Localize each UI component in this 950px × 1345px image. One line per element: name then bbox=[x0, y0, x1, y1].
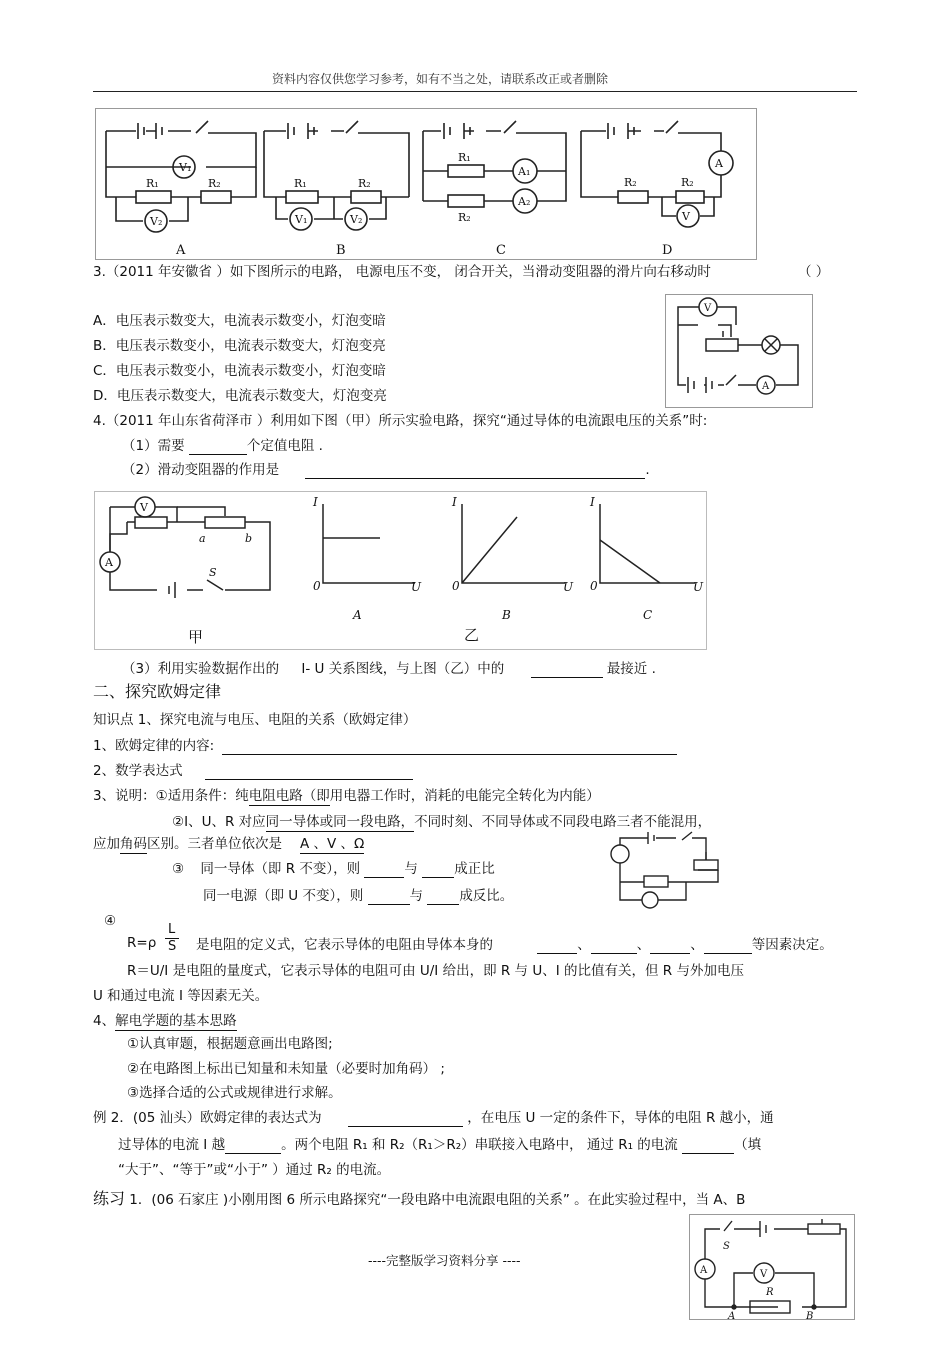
s2-line7 bbox=[203, 887, 513, 905]
top-b-r1-label: R₁ bbox=[294, 177, 307, 190]
s2-line7-c: 成反比。 bbox=[459, 888, 514, 904]
q3-option-b: B．电压表示数变小，电流表示数变大，灯泡变亮 bbox=[93, 338, 386, 354]
q4-figure bbox=[94, 491, 707, 650]
q4-stem: 4.（2011 年山东省荷泽市 ）利用如下图（甲）所示实验电路，探究“通过导体的电流跟电压的关系”时: bbox=[93, 413, 708, 429]
practice-fig-r: R bbox=[766, 1287, 774, 1298]
s2-line5-u: 角码 bbox=[120, 836, 147, 852]
caption-jia: 甲 bbox=[188, 628, 204, 646]
s2-line8-blank2[interactable] bbox=[591, 939, 637, 954]
q4-sub3-c: 最接近 . bbox=[606, 661, 656, 677]
q3-paren: （ ） bbox=[798, 264, 830, 280]
s2-frac-s: S bbox=[168, 939, 177, 954]
s2-line13: ②在电路图上标出已知量和未知量（必要时加角码） ; bbox=[127, 1061, 445, 1077]
q4-fig-pa: a bbox=[199, 532, 206, 545]
s2-line4-a: ②I、U、R 对应 bbox=[172, 814, 266, 830]
top-label-c: C bbox=[496, 243, 506, 258]
s2-line6-a: 同一导体（即 R 不变），则 bbox=[200, 861, 361, 877]
q4-sub3-b: I- U 关系图线，与上图（乙）中的 bbox=[301, 661, 505, 677]
s2-frac-l: L bbox=[168, 922, 176, 937]
s2-line7-blank2[interactable] bbox=[427, 890, 459, 905]
q4-sub2-a: （2）滑动变阻器的作用是 bbox=[122, 462, 280, 478]
s2-line12: ①认真审题，根据题意画出电路图; bbox=[127, 1036, 333, 1052]
s2-line9: R＝U/I 是电阻的量度式，它表示导体的电阻可由 U/I 给出，即 R 与 U、I 的比值有关，但 R 与外加电压 bbox=[127, 963, 744, 979]
graph-b-origin: 0 bbox=[452, 579, 460, 593]
graph-b-axis-u: U bbox=[563, 580, 574, 594]
practice-fig-a: A bbox=[700, 1265, 708, 1276]
s2-line3-b: 用电器工作时，消耗的电能完全转化为内能） bbox=[329, 788, 600, 804]
top-c-a2-label: A₂ bbox=[518, 195, 531, 208]
q3-stem: 3.（2011 年安徽省 ）如下图所示的电路， 电源电压不变， 闭合开关，当滑动变阻器的滑片向右移动时 bbox=[93, 264, 711, 280]
s2-line8-a: 是电阻的定义式，它表示导体的电阻由导体本身的 bbox=[196, 937, 493, 953]
ex2-line1 bbox=[93, 1109, 774, 1127]
header-rule bbox=[93, 91, 857, 92]
q3-fig-v: V bbox=[704, 303, 712, 314]
s2-line7-a: 同一电源（即 U 不变），则 bbox=[203, 888, 364, 904]
s2-line6 bbox=[172, 860, 495, 878]
s2-line4-u: 同一导体或同一段电路， bbox=[265, 814, 415, 830]
graph-a-axis-i: I bbox=[313, 495, 318, 509]
q4-fig-a: A bbox=[105, 556, 113, 569]
q4-sub1-a: （1）需要 bbox=[122, 438, 185, 454]
s2-line7-blank1[interactable] bbox=[368, 890, 410, 905]
page-footer: ----完整版学习资料分享 ---- bbox=[368, 1253, 521, 1268]
top-c-a1-label: A₁ bbox=[518, 165, 531, 178]
top-label-b: B bbox=[336, 243, 346, 258]
top-label-a: A bbox=[176, 243, 186, 258]
s2-line7-b: 与 bbox=[409, 888, 424, 904]
s2-line5-a: 应加 bbox=[93, 836, 120, 852]
s2-line6-blank2[interactable] bbox=[422, 863, 454, 878]
s2-line5 bbox=[93, 835, 364, 854]
q4-figure-svg bbox=[95, 492, 706, 649]
s2-line4-b: 不同时刻、不同导体或不同段电路三者不能混用， bbox=[414, 814, 712, 830]
q4-fig-v: V bbox=[140, 501, 148, 514]
s2-line8-blank4[interactable] bbox=[704, 939, 752, 954]
s2-line1 bbox=[93, 737, 677, 755]
practice-fig-pa: A bbox=[728, 1311, 736, 1322]
top-a-r1-label: R₁ bbox=[146, 177, 159, 190]
practice-fig-pb: B bbox=[806, 1311, 814, 1322]
graph-label-c: C bbox=[643, 608, 653, 622]
practice-fig-v: V bbox=[760, 1269, 768, 1280]
ex2-blank1[interactable] bbox=[348, 1112, 463, 1127]
s2-line14: ③选择合适的公式或规律进行求解。 bbox=[127, 1085, 342, 1101]
top-circuits-svg bbox=[96, 109, 756, 259]
ex2-blank3[interactable] bbox=[682, 1139, 734, 1154]
s2-line3 bbox=[93, 787, 600, 806]
graph-c-origin: 0 bbox=[590, 579, 598, 593]
q4-sub1-b: 个定值电阻 . bbox=[246, 438, 323, 454]
q3-option-c: C．电压表示数变小，电流表示数变小，灯泡变暗 bbox=[93, 363, 386, 379]
s2-line2 bbox=[93, 762, 413, 780]
s2-line6-blank1[interactable] bbox=[364, 863, 404, 878]
top-circuits-figure bbox=[95, 108, 757, 260]
top-label-d: D bbox=[662, 243, 673, 258]
s2-units: A 、V 、Ω bbox=[300, 836, 365, 852]
q4-sub3-blank[interactable] bbox=[531, 663, 603, 678]
s2-line11-u: 解电学题的基本思路 bbox=[115, 1013, 237, 1029]
s2-line6-b: 与 bbox=[404, 861, 418, 877]
graph-label-a: A bbox=[353, 608, 362, 622]
ex2-a: 例 2．(05 汕头）欧姆定律的表达式为 bbox=[93, 1110, 322, 1126]
s2-line8-blank3[interactable] bbox=[650, 939, 690, 954]
section2-title: 二、探究欧姆定律 bbox=[93, 682, 222, 701]
ex2-blank2[interactable] bbox=[225, 1139, 281, 1154]
s2-line5-b: 区别。三者单位依次是 bbox=[147, 836, 282, 852]
page-header: 资料内容仅供您学习参考，如有不当之处，请联系改正或者删除 bbox=[272, 72, 609, 86]
graph-a-axis-u: U bbox=[411, 580, 422, 594]
top-a-v1-label: V₁ bbox=[179, 161, 192, 174]
graph-c-axis-u: U bbox=[693, 580, 704, 594]
practice-label: 练习 bbox=[93, 1189, 126, 1208]
ex2-line2 bbox=[118, 1136, 761, 1154]
caption-yi: 乙 bbox=[464, 626, 480, 644]
top-b-v1-label: V₁ bbox=[295, 213, 308, 226]
ex2-e: （填 bbox=[734, 1137, 762, 1153]
graph-b-axis-i: I bbox=[452, 495, 457, 509]
s2-line6-c: 成正比 bbox=[454, 861, 495, 877]
s2-line11 bbox=[93, 1012, 237, 1031]
top-b-r2-label: R₂ bbox=[358, 177, 371, 190]
q4-sub3 bbox=[122, 660, 656, 678]
s2-line8: 是电阻的定义式，它表示导体的电阻由导体本身的 、 、 、 等因素决定。 bbox=[196, 937, 833, 953]
s2-line11-a: 4、 bbox=[93, 1013, 116, 1029]
practice-figure bbox=[689, 1214, 855, 1320]
practice-fig-s: S bbox=[723, 1241, 730, 1252]
q4-sub2-end: . bbox=[645, 462, 650, 478]
q3-circuit-figure bbox=[665, 294, 813, 408]
q4-sub1 bbox=[122, 437, 323, 455]
s2-line3-a: 3、说明：①适用条件：纯 bbox=[93, 788, 249, 804]
ex2-c: 过导体的电流 I 越 bbox=[118, 1137, 226, 1153]
q3-circuit-svg bbox=[666, 295, 812, 407]
ex2-f: “大于”、“等于”或“小于” ）通过 R₂ 的电流。 bbox=[118, 1162, 391, 1178]
s2-line3-u: 电阻电路（即 bbox=[248, 788, 330, 804]
kp1: 知识点 1、探究电流与电压、电阻的关系（欧姆定律） bbox=[93, 712, 417, 728]
ex2-b: ，在电压 U 一定的条件下，导体的电阻 R 越小，通 bbox=[467, 1110, 774, 1126]
q3-option-d: D．电压表示数变大，电流表示数变大，灯泡变亮 bbox=[93, 388, 387, 404]
s2-line8-num: ④ bbox=[104, 913, 117, 929]
s2-line2-blank[interactable] bbox=[205, 765, 413, 780]
top-d-r2b-label: R₂ bbox=[681, 176, 694, 189]
ex2-d: 。两个电阻 R₁ 和 R₂（R₁＞R₂）串联接入电路中， 通过 R₁ 的电流 bbox=[281, 1137, 678, 1153]
s2-line6-num: ③ bbox=[172, 861, 185, 877]
practice-figure-svg bbox=[690, 1215, 854, 1322]
practice-line bbox=[93, 1190, 745, 1209]
q3-option-a: A．电压表示数变大，电流表示数变小，灯泡变暗 bbox=[93, 313, 386, 329]
q4-sub2 bbox=[122, 461, 650, 479]
s2-rho: R=ρ bbox=[127, 935, 157, 951]
s2-line2-text: 2、数学表达式 bbox=[93, 763, 183, 779]
graph-c-axis-i: I bbox=[590, 495, 595, 509]
top-d-r2a-label: R₂ bbox=[624, 176, 637, 189]
top-c-r1-label: R₁ bbox=[458, 151, 471, 164]
top-a-v2-label: V₂ bbox=[150, 215, 163, 228]
q4-fig-s: S bbox=[209, 566, 217, 579]
practice-text: 1．(06 石家庄 )小刚用图 6 所示电路探究“一段电路中电流跟电阻的关系” 。在此实验过程中，当 A、B bbox=[125, 1192, 746, 1208]
q4-sub3-a: （3）利用实验数据作出的 bbox=[122, 661, 280, 677]
top-d-v-label: V bbox=[682, 210, 690, 223]
q3-fig-a: A bbox=[762, 381, 770, 392]
graph-a-origin: 0 bbox=[313, 579, 321, 593]
q4-sub1-blank[interactable] bbox=[189, 440, 247, 455]
s2-line8-blank1[interactable] bbox=[537, 939, 577, 954]
s2-line1-text: 1、欧姆定律的内容: bbox=[93, 738, 215, 754]
s2-small-circuit bbox=[608, 830, 728, 915]
top-b-v2-label: V₂ bbox=[350, 213, 363, 226]
s2-line1-blank[interactable] bbox=[222, 740, 677, 755]
s2-line8-b: 等因素决定。 bbox=[751, 937, 833, 953]
graph-label-b: B bbox=[502, 608, 511, 622]
top-c-r2-label: R₂ bbox=[458, 211, 471, 224]
top-d-a-label: A bbox=[715, 157, 723, 170]
top-a-r2-label: R₂ bbox=[208, 177, 221, 190]
s2-line10: U 和通过电流 I 等因素无关。 bbox=[93, 988, 269, 1004]
q4-sub2-blank[interactable] bbox=[305, 464, 645, 479]
q4-fig-pb: b bbox=[245, 532, 253, 545]
